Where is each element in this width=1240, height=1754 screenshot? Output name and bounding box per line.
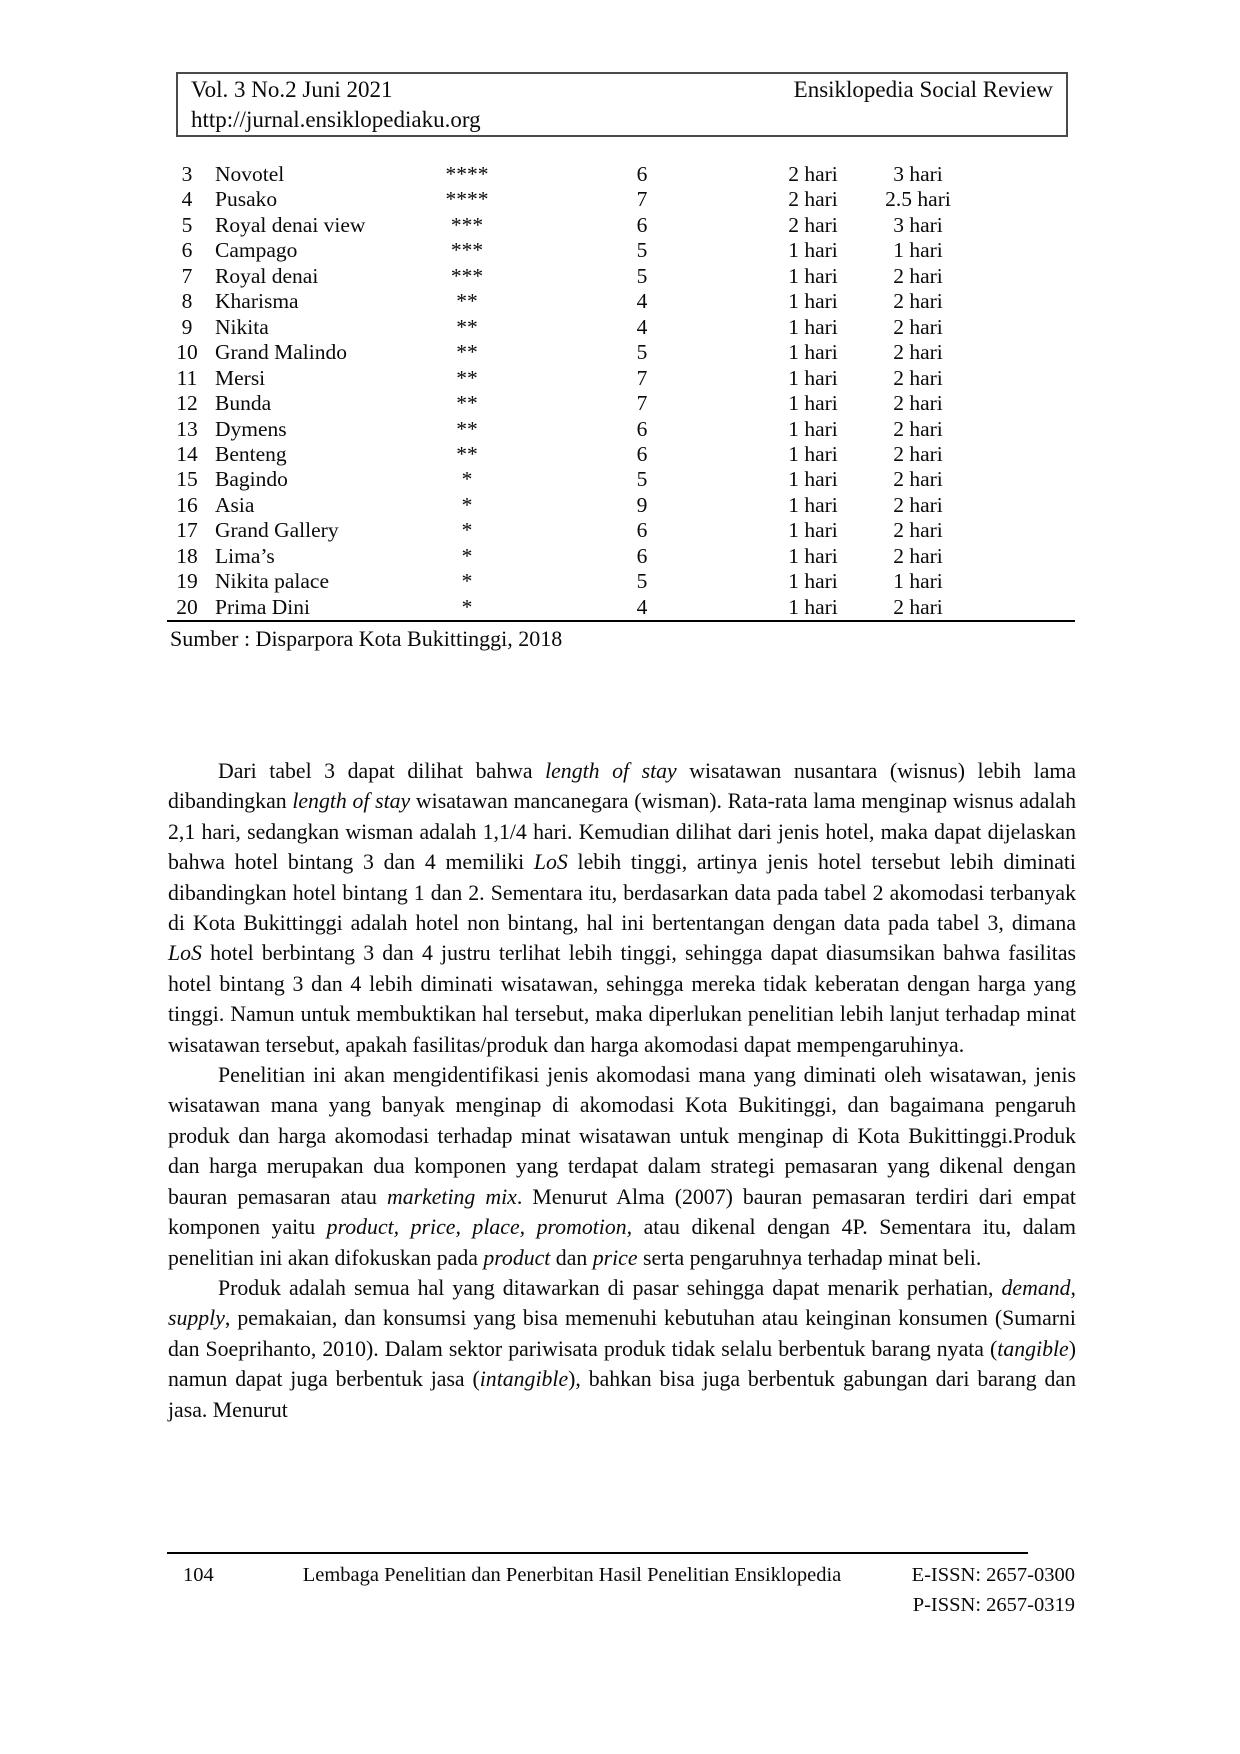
page-number: 104 (183, 1564, 214, 1586)
cell-star-rating: * (461, 518, 473, 543)
cell-hotel-name: Asia (215, 492, 255, 517)
table-row (167, 213, 1075, 238)
cell-los-wisnus: 1 hari (788, 289, 838, 314)
table-row (167, 315, 1075, 340)
cell-los-wisnus: 1 hari (788, 594, 838, 619)
cell-los-wisnus: 1 hari (788, 314, 838, 339)
cell-hotel-name: Nikita (215, 314, 269, 339)
text-run: . Menurut Alma (2007) bauran pemasaran terdiri dari empat komponen yaitu (168, 1184, 1076, 1240)
text-run: dan (550, 1245, 593, 1270)
cell-spacer (977, 417, 1075, 442)
cell-row-number: 18 (176, 543, 198, 568)
cell-row-number: 19 (176, 569, 198, 594)
p-issn: P-ISSN: 2657-0319 (912, 1594, 1075, 1616)
cell-hotel-name: Campago (215, 238, 298, 263)
table-row (167, 467, 1075, 492)
cell-row-number: 3 (181, 162, 193, 186)
text-run: ) namun dapat juga berbentuk jasa ( (168, 1336, 1076, 1392)
cell-room-count: 6 (636, 441, 648, 466)
cell-hotel-name: Royal denai (215, 263, 319, 288)
cell-hotel-name: Grand Gallery (215, 518, 339, 543)
text-run: lebih tinggi, artinya jenis hotel tersebut lebih diminati dibandingkan hotel bintang 1 dan 2. Sementara itu, berdasarkan data pada tabel 2 akomodasi terbanyak di Kota Bukittinggi adalah hotel non bintang, hal ini bertentangan dengan data pada tabel 3, dimana (168, 850, 1076, 936)
cell-los-wisman: 2 hari (893, 441, 943, 466)
cell-spacer (977, 467, 1075, 492)
italic-term: LoS (168, 941, 202, 966)
cell-room-count: 5 (636, 467, 648, 492)
table-row (167, 569, 1075, 594)
body-paragraph (168, 1273, 1076, 1425)
cell-los-wisnus: 1 hari (788, 518, 838, 543)
table-row (167, 264, 1075, 289)
cell-room-count: 5 (636, 569, 648, 594)
cell-star-rating: ** (456, 441, 478, 466)
cell-los-wisnus: 1 hari (788, 543, 838, 568)
cell-los-wisman: 1 hari (893, 238, 943, 263)
cell-los-wisman: 3 hari (893, 162, 943, 186)
cell-room-count: 4 (636, 289, 648, 314)
cell-los-wisman: 2 hari (893, 416, 943, 441)
cell-hotel-name: Kharisma (215, 289, 299, 314)
table-source: Sumber : Disparpora Kota Bukittinggi, 2018 (170, 626, 563, 651)
cell-room-count: 7 (636, 187, 648, 212)
italic-term: marketing mix (386, 1184, 517, 1209)
header-line-2 (191, 105, 1053, 135)
cell-hotel-name: Pusako (215, 187, 278, 212)
footer-divider (167, 1552, 1028, 1554)
cell-los-wisnus: 1 hari (788, 416, 838, 441)
cell-row-number: 5 (181, 212, 193, 237)
table-row (167, 238, 1075, 263)
cell-los-wisman: 2 hari (893, 492, 943, 517)
cell-star-rating: ** (456, 391, 478, 416)
cell-row-number: 9 (181, 314, 193, 339)
cell-los-wisman: 2 hari (893, 518, 943, 543)
cell-los-wisman: 2 hari (893, 263, 943, 288)
text-run: atau dikenal dengan 4P. Sementara itu, dalam penelitian ini akan difokuskan pada (168, 1215, 1076, 1270)
cell-row-number: 4 (181, 187, 193, 212)
cell-los-wisman: 2 hari (893, 543, 943, 568)
cell-los-wisnus: 1 hari (788, 365, 838, 390)
cell-hotel-name: Benteng (215, 441, 287, 466)
table-row (167, 493, 1075, 518)
table-row (167, 417, 1075, 442)
table-row (167, 187, 1075, 212)
cell-star-rating: * (461, 594, 473, 619)
cell-room-count: 5 (636, 238, 648, 263)
cell-room-count: 5 (636, 263, 648, 288)
cell-spacer (977, 442, 1075, 467)
text-run: , (1070, 1275, 1076, 1300)
cell-spacer (977, 391, 1075, 416)
cell-row-number: 14 (176, 441, 198, 466)
cell-spacer (977, 289, 1075, 314)
table-row (167, 340, 1075, 365)
cell-room-count: 7 (636, 391, 648, 416)
cell-star-rating: * (461, 492, 473, 517)
cell-star-rating: * (461, 569, 473, 594)
text-run: serta pengaruhnya terhadap minat beli. (637, 1245, 982, 1270)
cell-hotel-name: Grand Malindo (215, 340, 347, 365)
cell-los-wisman: 2 hari (893, 289, 943, 314)
cell-star-rating: * (461, 543, 473, 568)
text-run: Penelitian ini akan mengidentifikasi jenis akomodasi mana yang diminati oleh wisatawan, jenis wisatawan mana yang banyak menginap di akomodasi Kota Bukitinggi, dan bagaimana pengaruh produk dan harga akomodasi terhadap minat wisatawan untuk menginap di Kota Bukittinggi.Produk dan harga merupakan dua komponen yang terdapat dalam strategi pemasaran yang dikenal dengan bauran pemasaran atau (168, 1063, 1076, 1209)
cell-room-count: 6 (636, 543, 648, 568)
cell-row-number: 20 (176, 594, 198, 619)
cell-spacer (977, 187, 1075, 212)
issn-block (895, 1560, 1075, 1620)
cell-star-rating: *** (450, 212, 484, 237)
header-line-1 (191, 75, 1053, 105)
cell-star-rating: ** (456, 365, 478, 390)
italic-term: product (483, 1245, 551, 1270)
cell-hotel-name: Bunda (215, 391, 272, 416)
cell-hotel-name: Bagindo (215, 467, 288, 492)
text-run: Produk adalah semua hal yang ditawarkan di pasar sehingga dapat menarik perhatian, (218, 1275, 1002, 1300)
cell-los-wisman: 2 hari (893, 340, 943, 365)
cell-los-wisnus: 1 hari (788, 391, 838, 416)
cell-spacer (977, 213, 1075, 238)
cell-room-count: 4 (636, 314, 648, 339)
cell-los-wisnus: 2 hari (788, 187, 838, 212)
article-body (168, 756, 1076, 1425)
cell-los-wisnus: 1 hari (788, 569, 838, 594)
journal-url: http://jurnal.ensiklopediaku.org (191, 106, 481, 132)
hotel-table-body (167, 162, 1075, 621)
cell-row-number: 11 (176, 365, 198, 390)
body-paragraph (168, 1060, 1076, 1273)
italic-term: tangible (997, 1336, 1069, 1361)
cell-spacer (977, 595, 1075, 621)
cell-star-rating: ** (456, 416, 478, 441)
journal-header-box (176, 72, 1068, 137)
cell-hotel-name: Royal denai view (215, 212, 366, 237)
cell-hotel-name: Novotel (215, 162, 285, 186)
cell-row-number: 7 (181, 263, 193, 288)
cell-star-rating: **** (445, 162, 489, 186)
cell-los-wisman: 3 hari (893, 212, 943, 237)
cell-los-wisman: 2 hari (893, 467, 943, 492)
volume-issue: Vol. 3 No.2 Juni 2021 (191, 77, 393, 102)
journal-title: Ensiklopedia Social Review (793, 77, 1053, 102)
cell-los-wisman: 2 hari (893, 365, 943, 390)
table-row (167, 289, 1075, 314)
cell-spacer (977, 264, 1075, 289)
italic-term: product, price, place, promotion, (326, 1215, 633, 1240)
cell-los-wisnus: 1 hari (788, 263, 838, 288)
cell-hotel-name: Nikita palace (215, 569, 330, 594)
cell-spacer (977, 340, 1075, 365)
cell-spacer (977, 366, 1075, 391)
body-paragraph (168, 756, 1076, 1060)
cell-hotel-name: Prima Dini (215, 594, 310, 619)
cell-spacer (977, 162, 1075, 187)
italic-term: LoS (533, 850, 568, 875)
cell-spacer (977, 315, 1075, 340)
text-run: Dari tabel 3 dapat dilihat bahwa (218, 759, 546, 783)
table-row (167, 442, 1075, 467)
cell-hotel-name: Dymens (215, 416, 287, 441)
table-row (167, 391, 1075, 416)
hotel-table (167, 162, 1075, 622)
cell-row-number: 6 (181, 238, 193, 263)
publisher-name: Lembaga Penelitian dan Penerbitan Hasil Penelitian Ensiklopedia (302, 1564, 842, 1586)
cell-room-count: 6 (636, 518, 648, 543)
italic-term: price (592, 1245, 638, 1270)
text-run: ), bahkan bisa juga berbentuk gabungan dari barang dan jasa. Menurut (168, 1367, 1076, 1422)
cell-spacer (977, 493, 1075, 518)
cell-star-rating: *** (450, 238, 484, 263)
cell-los-wisman: 2 hari (893, 594, 943, 619)
cell-los-wisnus: 1 hari (788, 238, 838, 263)
text-run: wisatawan nusantara (wisnus) lebih lama dibandingkan (168, 759, 1077, 814)
cell-row-number: 15 (176, 467, 198, 492)
cell-los-wisnus: 1 hari (788, 441, 838, 466)
cell-row-number: 16 (176, 492, 198, 517)
cell-star-rating: ** (456, 289, 478, 314)
cell-row-number: 13 (176, 416, 198, 441)
cell-star-rating: *** (450, 263, 484, 288)
cell-los-wisman: 2 hari (893, 314, 943, 339)
cell-spacer (977, 518, 1075, 543)
italic-term: length of stay (545, 759, 677, 783)
table-row (167, 366, 1075, 391)
cell-room-count: 6 (636, 162, 648, 186)
cell-spacer (977, 238, 1075, 263)
cell-los-wisman: 1 hari (893, 569, 943, 594)
cell-los-wisnus: 2 hari (788, 212, 838, 237)
cell-los-wisnus: 1 hari (788, 467, 838, 492)
text-run: hotel berbintang 3 dan 4 justru terlihat lebih tinggi, sehingga dapat diasumsikan bahwa fasilitas hotel bintang 3 dan 4 lebih diminati wisatawan, sehingga mereka tidak keberatan dengan harga yang tinggi. Namun untuk membuktikan hal tersebut, maka diperlukan penelitian lebih lanjut terhadap minat wisatawan tersebut, apakah fasilitas/produk dan harga akomodasi dapat mempengaruhinya. (168, 941, 1076, 1057)
cell-spacer (977, 569, 1075, 594)
cell-row-number: 12 (176, 391, 198, 416)
cell-row-number: 8 (181, 289, 193, 314)
cell-los-wisnus: 1 hari (788, 340, 838, 365)
cell-star-rating: **** (445, 187, 489, 212)
cell-row-number: 17 (176, 518, 198, 543)
text-run: wisatawan mancanegara (wisman). Rata-rata lama menginap wisnus adalah 2,1 hari, sedangkan wisman adalah 1,1/4 hari. Kemudian dilihat dari jenis hotel, maka dapat dijelaskan bahwa hotel bintang 3 dan 4 memiliki (168, 789, 1076, 875)
cell-los-wisman: 2.5 hari (885, 187, 951, 212)
cell-los-wisman: 2 hari (893, 391, 943, 416)
cell-hotel-name: Mersi (215, 365, 266, 390)
table-row (167, 518, 1075, 543)
cell-star-rating: * (461, 467, 473, 492)
cell-los-wisnus: 2 hari (788, 162, 838, 186)
table-row (167, 595, 1075, 621)
italic-term: length of stay (292, 789, 411, 814)
cell-spacer (977, 544, 1075, 569)
text-run: , pemakaian, dan konsumsi yang bisa memenuhi kebutuhan atau keinginan konsumen (Sumarni dan Soeprihanto, 2010). Dalam sektor pariwisata produk tidak selalu berbentuk barang nyata ( (168, 1306, 1076, 1361)
cell-star-rating: ** (456, 340, 478, 365)
cell-room-count: 7 (636, 365, 648, 390)
table-row (167, 162, 1075, 187)
e-issn: E-ISSN: 2657-0300 (911, 1564, 1075, 1586)
cell-los-wisnus: 1 hari (788, 492, 838, 517)
italic-term: intangible (479, 1367, 569, 1392)
page-footer (167, 1560, 1075, 1620)
cell-star-rating: ** (456, 314, 478, 339)
italic-term: demand (1001, 1275, 1071, 1300)
table-row (167, 544, 1075, 569)
cell-room-count: 6 (636, 416, 648, 441)
cell-room-count: 5 (636, 340, 648, 365)
cell-row-number: 10 (176, 340, 198, 365)
cell-room-count: 9 (636, 492, 648, 517)
italic-term: supply (168, 1306, 225, 1331)
cell-room-count: 6 (636, 212, 648, 237)
cell-hotel-name: Lima’s (215, 543, 275, 568)
cell-room-count: 4 (636, 594, 648, 619)
